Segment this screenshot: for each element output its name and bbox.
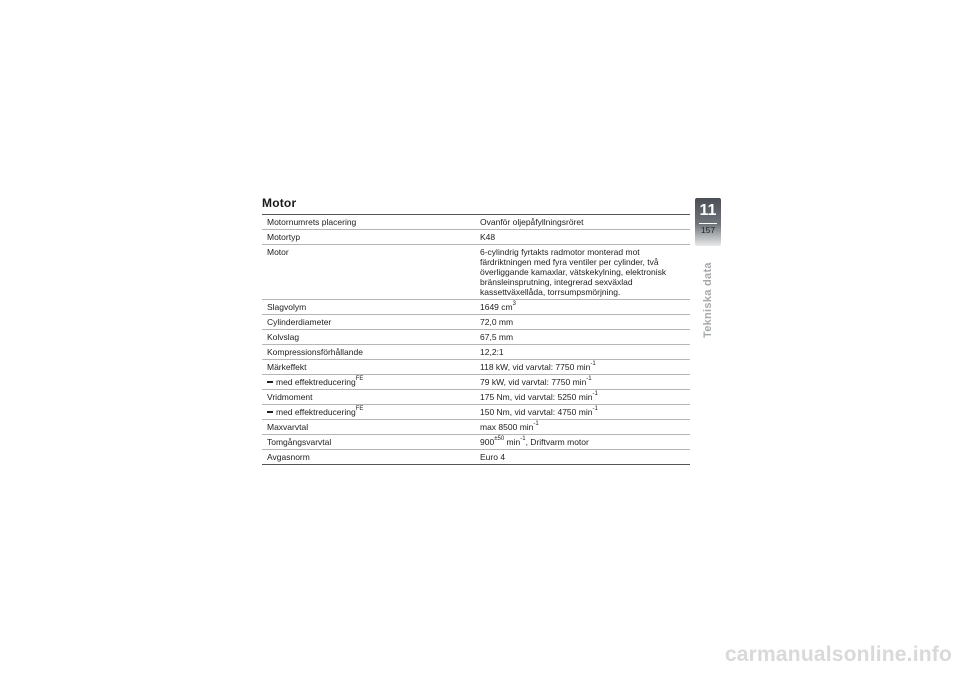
table-row [262,375,690,390]
row-label: Märkeffekt [267,362,307,372]
table-row [262,345,690,360]
table-row [262,315,690,330]
table-row [262,450,690,465]
row-value: 118 kW, vid varvtal: 7750 $\min^{-1}$ [480,361,596,372]
row-value: 175 Nm, vid varvtal: 5250 $\min^{-1}$ [480,391,598,402]
row-label: Maxvarvtal [267,422,309,432]
table-row [262,390,690,405]
chapter-tab [695,198,721,246]
row-value: 12,2:1 [480,347,504,357]
table-row [262,435,690,450]
row-value: 72,0 mm [480,317,514,327]
engine-spec-table [262,214,690,465]
row-label: Motornumrets placering [267,217,357,227]
row-label: Avgasnorm [267,452,310,462]
row-label: Tomgångsvarvtal [267,437,332,447]
chapter-number: 11 [699,202,717,219]
row-label: Motor [267,247,289,257]
row-value: Euro 4 [480,452,506,462]
row-value: 6-cylindrig fyrtakts radmotor monterad mot färdriktningen med fyra ventiler per cylinder, två överliggande kamaxlar, vätskekylning, elektronisk bränsleinsprutning, integrerad sexväxlad kassettväxellåda, torrsumpsmörjning. [480,247,667,297]
row-value: max 8500 $\min^{-1}$ [480,421,539,432]
table-row [262,230,690,245]
row-label: Kolvslag [267,332,300,342]
row-label: Cylinderdiameter [267,317,332,327]
row-label: Slagvolym [267,302,307,312]
row-value: 67,5 mm [480,332,514,342]
row-value: 79 kW, vid varvtal: 7750 $\min^{-1}$ [480,376,592,387]
table-row [262,360,690,375]
row-label: Kompressionsförhållande [267,347,363,357]
dash-bullet-icon [267,411,273,413]
row-label: Motortyp [267,232,301,242]
row-value: $900^{\pm 50}$ $\min^{-1}$, Driftvarm motor [480,436,589,447]
row-value: K48 [480,232,496,242]
row-value: 150 Nm, vid varvtal: 4750 $\min^{-1}$ [480,406,598,417]
chapter-side-label: Tekniska data [702,262,714,338]
dash-bullet-icon [267,381,273,383]
table-row [262,300,690,315]
table-row [262,330,690,345]
page-number: 157 [700,225,716,235]
table-row [262,405,690,420]
row-value: 1649 $cm^3$ [480,301,516,312]
row-label: Vridmoment [267,392,313,402]
table-row [262,245,690,300]
table-row [262,215,690,230]
chapter-divider [699,223,717,224]
row-label: med effektreducering$^{FE}$ [262,405,472,420]
row-label: med effektreducering$^{FE}$ [262,375,472,390]
row-value: Ovanför oljepåfyllningsröret [480,217,584,227]
watermark: carmanualsonline.info [724,643,952,666]
table-row [262,420,690,435]
section-title: Motor [262,196,297,210]
